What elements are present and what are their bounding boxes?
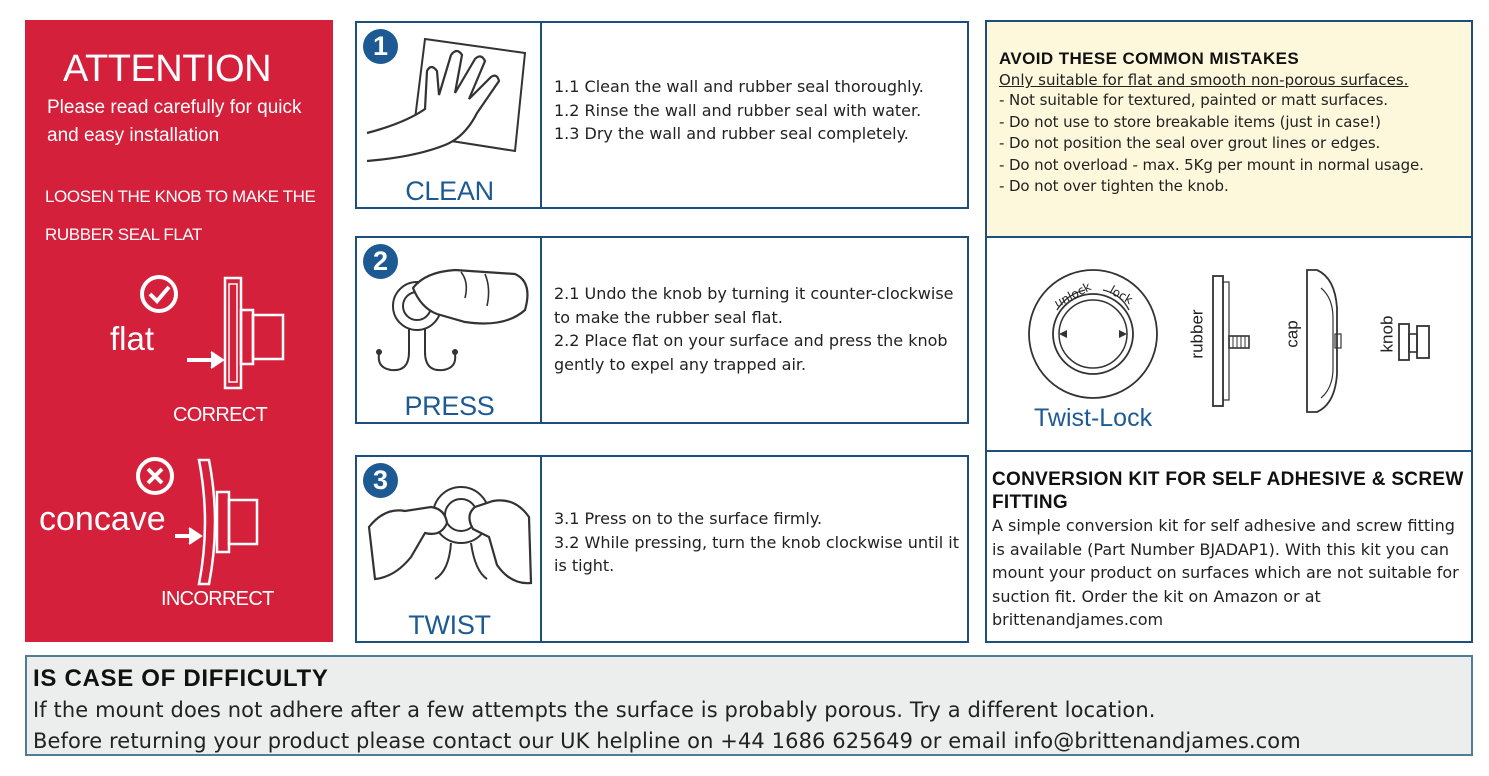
step-2-line: 2.1 Undo the knob by turning it counter-clockwise to make the rubber seal flat.	[554, 284, 954, 327]
step-1-text	[554, 75, 964, 146]
common-mistakes-box	[987, 22, 1471, 238]
difficulty-line-1: If the mount does not adhere after a few attempts the surface is probably porous. Try a different location.	[33, 698, 1156, 722]
list-item: - Do not use to store breakable items (just in case!)	[999, 112, 1381, 131]
list-item: - Do not overload - max. 5Kg per mount in normal usage.	[999, 155, 1424, 174]
correct-label: CORRECT	[173, 404, 267, 426]
list-item: - Do not position the seal over grout lines or edges.	[999, 134, 1381, 152]
loosen-instruction: LOOSEN THE KNOB TO MAKE THE RUBBER SEAL FLAT	[45, 187, 316, 244]
step-1-line: 1.1 Clean the wall and rubber seal thoroughly.	[554, 77, 924, 96]
lock-label: lock	[1107, 282, 1136, 308]
suitable-surfaces-note: Only suitable for flat and smooth non-porous surfaces.	[999, 71, 1409, 89]
step-1-clean	[355, 21, 969, 209]
info-column	[985, 20, 1473, 643]
attention-subtitle: Please read carefully for quick and easy installation	[47, 97, 302, 146]
cap-label: cap	[1282, 320, 1302, 348]
rubber-label: rubber	[1187, 309, 1207, 359]
cross-circle-icon	[138, 459, 172, 493]
step-1-illustration	[357, 23, 542, 207]
step-3-text	[554, 507, 964, 578]
step-2-number: 2	[363, 244, 398, 279]
concave-label: concave	[39, 500, 166, 538]
step-1-line: 1.2 Rinse the wall and rubber seal with water.	[554, 100, 922, 120]
incorrect-label: INCORRECT	[161, 588, 274, 610]
step-3-line: 3.1 Press on to the surface firmly.	[554, 509, 823, 528]
list-item: - Not suitable for textured, painted or matt surfaces.	[999, 91, 1388, 109]
conversion-title: CONVERSION KIT FOR SELF ADHESIVE & SCREW FITTING	[992, 469, 1464, 513]
attention-panel	[25, 20, 333, 642]
step-2-line: 2.2 Place flat on your surface and press the knob gently to expel any trapped air.	[554, 331, 948, 374]
step-2-illustration	[357, 238, 542, 422]
step-1-number: 1	[363, 29, 398, 64]
flat-label: flat	[110, 320, 155, 357]
unlock-label: unlock	[1052, 279, 1094, 311]
step-2-press	[355, 236, 969, 424]
mistakes-list	[999, 90, 1471, 198]
attention-title: ATTENTION	[63, 48, 272, 90]
list-item: - Do not over tighten the knob.	[999, 177, 1229, 195]
mistakes-title: AVOID THESE COMMON MISTAKES	[999, 49, 1300, 68]
step-3-twist	[355, 455, 969, 643]
conversion-kit-box	[987, 452, 1471, 641]
knob-label: knob	[1377, 315, 1397, 353]
difficulty-line-2: Before returning your product please contact our UK helpline on +44 1686 625649 or email info@brittenandjames.com	[33, 729, 1301, 753]
step-1-label: CLEAN	[405, 176, 494, 206]
step-3-illustration	[357, 457, 542, 641]
difficulty-box	[25, 655, 1473, 756]
step-1-line: 1.3 Dry the wall and rubber seal completely.	[554, 124, 909, 143]
check-circle-icon	[142, 277, 176, 311]
conversion-body: A simple conversion kit for self adhesive and screw fitting is available (Part Number BJADAP1). With this kit you can mount your product on surfaces which are not suitable for suction fit. Order the kit on Amazon or at brittenandjames.com	[992, 516, 1459, 629]
step-2-label: PRESS	[404, 391, 495, 421]
step-2-text	[554, 282, 964, 376]
step-3-number: 3	[363, 463, 398, 498]
twist-lock-diagram	[987, 238, 1471, 452]
twist-lock-label: Twist-Lock	[1034, 404, 1153, 432]
step-3-label: TWIST	[408, 610, 491, 640]
step-3-line: 3.2 While pressing, turn the knob clockwise until it is tight.	[554, 532, 959, 575]
difficulty-title: IS CASE OF DIFFICULTY	[33, 665, 329, 692]
